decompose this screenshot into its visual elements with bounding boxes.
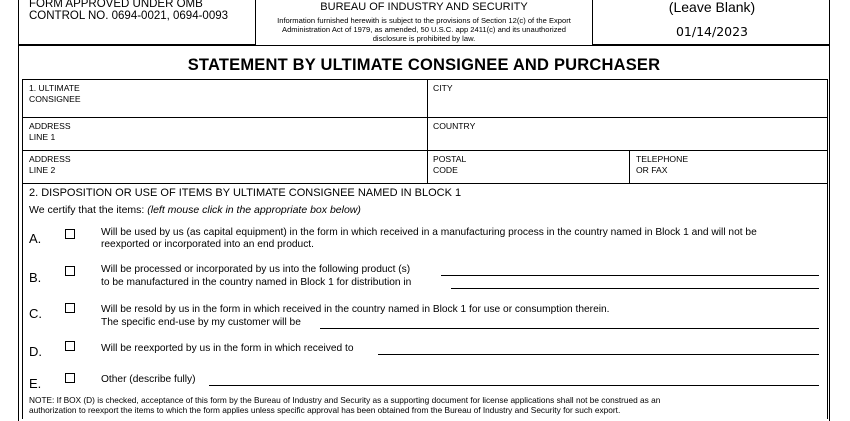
consignee-row [22,79,828,118]
legal-notice-line3: disclosure is prohibited by law. [372,34,476,43]
disposition-section [22,183,828,419]
divider [629,151,630,183]
date-field[interactable]: 01/14/2023 [675,24,749,39]
ultimate-consignee-label-2: CONSIGNEE [29,94,81,104]
option-d-letter: D. [29,344,42,359]
option-a-text-line2: reexported or incorporated into an end product. [101,239,314,250]
divider [427,80,428,117]
option-c-text-line2: The specific end-use by my customer will be [101,317,301,328]
note-line2: authorization to reexport the items to which the form applies unless specific approval has been obtained from the Bureau of Industry and Security for such export. [29,405,621,415]
option-d-checkbox[interactable] [65,341,75,351]
form-approval-cell [18,0,256,45]
certify-prefix: We certify that the items: [29,204,148,216]
option-a-text-line1: Will be used by us (as capital equipment) in the form in which received in a manufacturing process in the country named in Block 1 and will not be [101,227,757,238]
address2-label-1: ADDRESS [29,154,71,164]
telephone-label-2: OR FAX [636,165,668,175]
option-b-product-field[interactable] [441,275,819,276]
option-c-letter: C. [29,306,42,321]
option-c-end-use-field[interactable] [320,328,819,329]
postal-code-label-2: CODE [433,165,458,175]
address2-label-2: LINE 2 [29,165,56,175]
divider [427,151,428,183]
certify-instruction: (left mouse click in the appropriate box below) [147,204,361,216]
option-b-letter: B. [29,270,42,285]
agency-name: BUREAU OF INDUSTRY AND SECURITY [320,1,528,13]
note-line1: NOTE: If BOX (D) is checked, acceptance of this form by the Bureau of Industry and Security as a supporting document for license applications shall not be construed as an [29,395,661,405]
option-e-checkbox[interactable] [65,373,75,383]
postal-code-label-1: POSTAL [433,154,467,164]
address1-row [22,117,828,151]
option-c-text-line1: Will be resold by us in the form in which received in the country named in Block 1 for use or consumption therein. [101,304,610,315]
address1-label-1: ADDRESS [29,121,71,131]
option-b-text-line1: Will be processed or incorporated by us into the following product (s) [101,264,411,275]
telephone-label-1: TELEPHONE [636,154,689,164]
agency-cell [256,0,592,45]
option-b-checkbox[interactable] [65,266,75,276]
city-label: CITY [433,83,453,93]
country-label: COUNTRY [433,121,476,131]
option-b-text-line2: to be manufactured in the country named in Block 1 for distribution in [101,277,412,288]
section2-heading: 2. DISPOSITION OR USE OF ITEMS BY ULTIMATE CONSIGNEE NAMED IN BLOCK 1 [29,187,462,199]
option-e-description-field[interactable] [209,385,819,386]
form-title: STATEMENT BY ULTIMATE CONSIGNEE AND PURCHASER [187,56,661,74]
legal-notice-line2: Administration Act of 1979, as amended, 50 U.S.C. app 2411(c) and its unauthorized [282,25,566,34]
leave-blank-cell [592,0,830,45]
option-e-text-line1: Other (describe fully) [101,374,196,385]
certify-statement [29,204,361,216]
option-d-text-line1: Will be reexported by us in the form in which received to [101,343,354,354]
form-approval-line1: FORM APPROVED UNDER OMB [29,0,203,10]
legal-notice-line1: Information furnished herewith is subject to the provisions of Section 12(c) of the Export [277,16,571,25]
option-a-checkbox[interactable] [65,229,75,239]
leave-blank-label: (Leave Blank) [668,0,756,15]
address2-row [22,150,828,184]
address1-label-2: LINE 1 [29,132,56,142]
ultimate-consignee-label-1: 1. ULTIMATE [29,83,80,93]
form-approval-line2: CONTROL NO. 0694-0021, 0694-0093 [29,10,229,22]
option-a-letter: A. [29,231,42,246]
option-d-destination-field[interactable] [378,354,819,355]
divider [427,118,428,150]
option-e-letter: E. [29,376,42,391]
option-c-checkbox[interactable] [65,303,75,313]
option-b-distribution-field[interactable] [451,288,819,289]
